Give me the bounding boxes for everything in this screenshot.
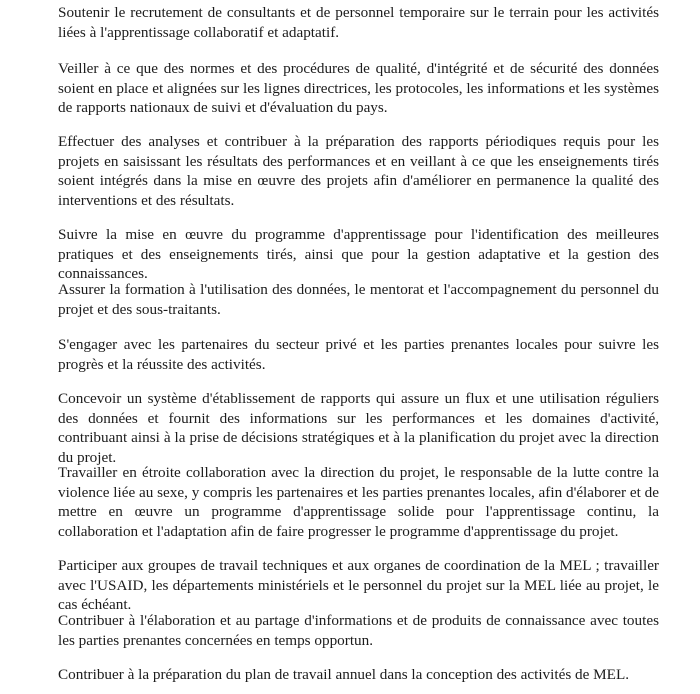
- paragraph-knowledge-sharing: Contribuer à l'élaboration et au partage d'informations et de produits de connaissance avec toutes les parties prenantes concernées en temps opportun.: [58, 612, 659, 649]
- paragraph-recruitment-support: Soutenir le recrutement de consultants et de personnel temporaire sur le terrain pour les activités liées à l'apprentissage collaboratif et adaptatif.: [58, 4, 659, 41]
- paragraph-working-groups: Participer aux groupes de travail techniques et aux organes de coordination de la MEL ; travailler avec l'USAID, les départements ministériels et le personnel du projet sur la MEL liée au projet, le cas échéant.: [58, 557, 659, 613]
- paragraph-data-quality-standards: Veiller à ce que des normes et des procédures de qualité, d'intégrité et de sécurité des données soient en place et alignées sur les lignes directrices, les protocoles, les informations et les systèmes de rapports nationaux de suivi et d'évaluation du pays.: [58, 60, 659, 116]
- paragraph-data-training: Assurer la formation à l'utilisation des données, le mentorat et l'accompagnement du personnel du projet et des sous-traitants.: [58, 281, 659, 318]
- paragraph-collaboration-learning: Travailler en étroite collaboration avec la direction du projet, le responsable de la lutte contre la violence liée au sexe, y compris les partenaires et les parties prenantes locales, afin d'élaborer et de mettre en œuvre un programme d'apprentissage solide pour l'apprentissage continu, la collaboration et l'adaptation afin de faire progresser le programme d'apprentissage du projet.: [58, 464, 659, 540]
- paragraph-reporting-system: Concevoir un système d'établissement de rapports qui assure un flux et une utilisation réguliers des données et fournit des informations sur les performances et les domaines d'activité, contribuant ainsi à la prise de décisions stratégiques et à la planification du projet avec la direction du projet.: [58, 390, 659, 466]
- paragraph-analyses-reports: Effectuer des analyses et contribuer à la préparation des rapports périodiques requis pour les projets en saisissant les résultats des performances et en veillant à ce que les enseignements tirés soient intégrés dans la mise en œuvre des projets afin d'améliorer en permanence la qualité des interventions et des résultats.: [58, 133, 659, 209]
- paragraph-private-sector-engagement: S'engager avec les partenaires du secteur privé et les parties prenantes locales pour suivre les progrès et la réussite des activités.: [58, 336, 659, 373]
- paragraph-annual-workplan: Contribuer à la préparation du plan de travail annuel dans la conception des activités de MEL.: [58, 666, 630, 683]
- paragraph-learning-program: Suivre la mise en œuvre du programme d'apprentissage pour l'identification des meilleures pratiques et des enseignements tirés, ainsi que pour la gestion adaptative et la gestion des connaissances.: [58, 226, 659, 282]
